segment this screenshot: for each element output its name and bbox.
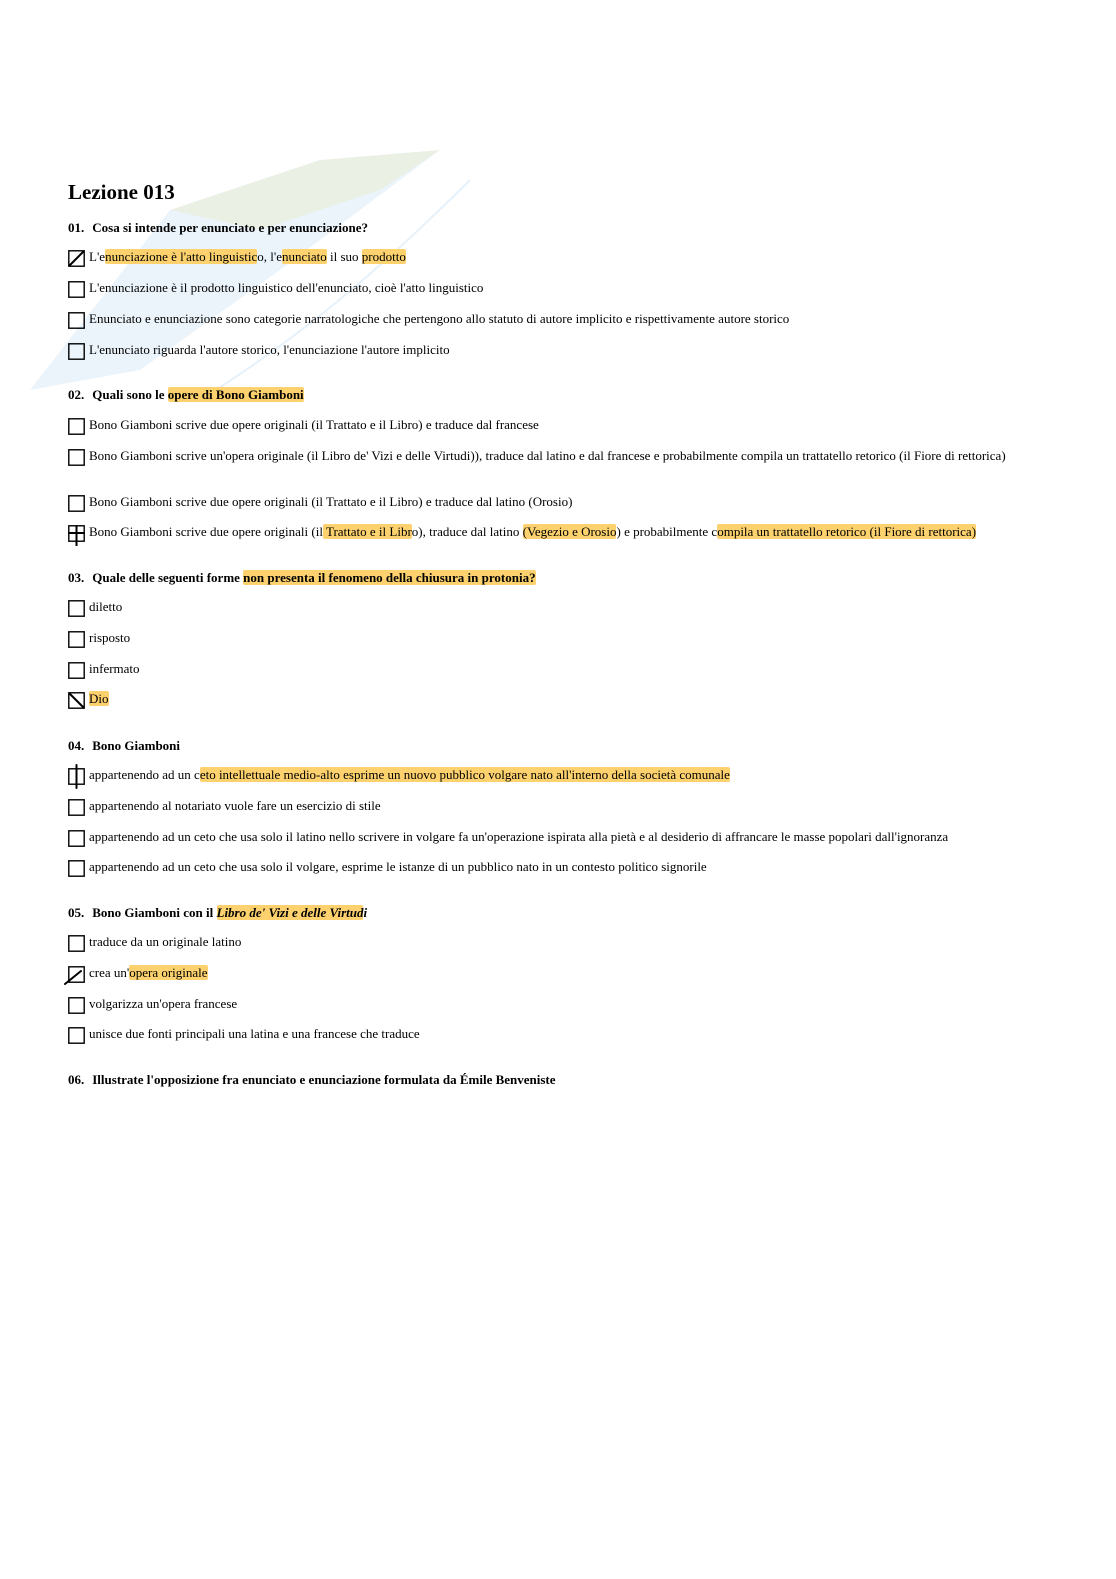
answer-option[interactable]	[68, 1026, 1043, 1042]
page-title: Lezione 013	[68, 180, 175, 204]
answer-option[interactable]	[68, 767, 1043, 783]
answer-option-text	[68, 448, 1043, 464]
text-segment: L'enunciazione è il prodotto linguistico dell'enunciato, cioè l'atto linguistico	[89, 280, 484, 295]
answer-option-text	[68, 280, 1043, 296]
highlighted-text: opera originale	[129, 965, 208, 980]
question-number: 03.	[68, 570, 85, 585]
answer-option-text	[68, 630, 1043, 646]
answer-option[interactable]	[68, 280, 1043, 296]
answer-option[interactable]	[68, 494, 1043, 510]
text-segment: o), traduce dal latino	[411, 524, 523, 539]
answer-option-text	[68, 965, 1043, 981]
answer-option-text	[68, 1026, 1043, 1042]
question-text	[92, 1072, 555, 1087]
checked-checkbox-icon[interactable]	[64, 764, 89, 789]
question-number: 04.	[68, 738, 85, 753]
checkbox-icon[interactable]	[64, 993, 89, 1018]
text-segment: appartenendo ad un c	[89, 767, 200, 782]
answer-option[interactable]	[68, 934, 1043, 950]
checked-checkbox-icon[interactable]	[64, 688, 89, 713]
answer-option[interactable]	[68, 691, 1043, 707]
text-segment: Quale delle seguenti forme	[92, 570, 244, 585]
text-segment: appartenendo ad un ceto che usa solo il latino nello scrivere in volgare fa un'operazione ispirata alla pietà e al desiderio di affrancare le masse popolari dall'ignoranza	[89, 829, 949, 844]
text-segment: Illustrate l'opposizione fra enunciato e enunciazione formulata da Émile Benveniste	[92, 1072, 556, 1087]
answer-option-text	[68, 661, 1043, 677]
highlighted-text: opere di Bono Giamboni	[167, 387, 304, 402]
checkbox-icon[interactable]	[64, 277, 89, 302]
text-segment: appartenendo al notariato vuole fare un esercizio di stile	[89, 798, 381, 813]
highlighted-text: (Vegezio e Orosio	[522, 524, 617, 539]
checkbox-icon[interactable]	[64, 596, 89, 621]
highlighted-text: Dio	[89, 691, 109, 706]
answer-option[interactable]	[68, 524, 1043, 540]
answer-option[interactable]	[68, 829, 1043, 845]
text-segment: Bono Giamboni scrive due opere originali (il	[89, 524, 323, 539]
text-segment: Bono Giamboni scrive due opere originali (il Trattato e il Libro) e traduce dal francese	[89, 417, 539, 432]
question-text	[92, 905, 367, 920]
checkbox-icon[interactable]	[64, 414, 89, 439]
question-heading	[68, 905, 367, 921]
text-segment: Quali sono le	[92, 387, 168, 402]
checkbox-icon[interactable]	[64, 795, 89, 820]
checked-checkbox-icon[interactable]	[64, 246, 89, 271]
text-segment: appartenendo ad un ceto che usa solo il volgare, esprime le istanze di un pubblico nato in un contesto politico signorile	[89, 859, 707, 874]
checkbox-icon[interactable]	[64, 826, 89, 851]
answer-option[interactable]	[68, 661, 1043, 677]
highlighted-text: Trattato e il Libr	[322, 524, 412, 539]
answer-option-text	[68, 798, 1043, 814]
question-text	[92, 570, 535, 585]
checkbox-icon[interactable]	[64, 1023, 89, 1048]
checked-checkbox-icon[interactable]	[64, 962, 89, 987]
answer-option-text	[68, 996, 1043, 1012]
checkbox-icon[interactable]	[64, 856, 89, 881]
checkbox-icon[interactable]	[64, 308, 89, 333]
answer-option[interactable]	[68, 249, 1043, 265]
checkbox-icon[interactable]	[64, 339, 89, 364]
answer-option[interactable]	[68, 342, 1043, 358]
answer-option[interactable]	[68, 798, 1043, 814]
text-segment: il suo	[326, 249, 362, 264]
answer-option-text	[68, 599, 1043, 615]
answer-option[interactable]	[68, 311, 1043, 327]
highlighted-text: non presenta il fenomeno della chiusura in protonia?	[243, 570, 536, 585]
text-segment: L'enunciato riguarda l'autore storico, l'enunciazione l'autore implicito	[89, 342, 450, 357]
answer-option-text	[68, 249, 1043, 265]
text-segment: diletto	[89, 599, 123, 614]
answer-option[interactable]	[68, 599, 1043, 615]
text-segment: i	[363, 905, 368, 920]
answer-option-text	[68, 767, 1043, 783]
answer-option[interactable]	[68, 996, 1043, 1012]
text-segment: ) e probabilmente c	[616, 524, 718, 539]
question-heading	[68, 738, 180, 754]
highlighted-text: nunciato	[281, 249, 327, 264]
question-heading	[68, 220, 368, 236]
text-segment: Enunciato e enunciazione sono categorie narratologiche che pertengono allo statuto di autore implicito e rispettivamente autore storico	[89, 311, 790, 326]
highlighted-text: eto intellettuale medio-alto esprime un nuovo pubblico volgare nato all'interno della società comunale	[199, 767, 730, 782]
highlighted-text: prodotto	[361, 249, 406, 264]
answer-option[interactable]	[68, 965, 1043, 981]
checked-checkbox-icon[interactable]	[64, 521, 89, 546]
text-segment: unisce due fonti principali una latina e una francese che traduce	[89, 1026, 420, 1041]
text-segment: Cosa si intende per enunciato e per enunciazione?	[92, 220, 369, 235]
question-number: 05.	[68, 905, 85, 920]
text-segment: Bono Giamboni con il	[92, 905, 217, 920]
answer-option-text	[68, 691, 1043, 707]
checkbox-icon[interactable]	[64, 491, 89, 516]
answer-option[interactable]	[68, 448, 1043, 464]
highlighted-text: nunciazione è l'atto linguistic	[105, 249, 258, 264]
text-segment: traduce da un originale latino	[89, 934, 242, 949]
checkbox-icon[interactable]	[64, 931, 89, 956]
text-segment: risposto	[89, 630, 131, 645]
text-segment: volgarizza un'opera francese	[89, 996, 238, 1011]
answer-option-text	[68, 494, 1043, 510]
answer-option-text	[68, 934, 1043, 950]
text-segment: infermato	[89, 661, 140, 676]
question-number: 02.	[68, 387, 85, 402]
question-heading	[68, 1072, 556, 1088]
answer-option-text	[68, 342, 1043, 358]
question-number: 01.	[68, 220, 85, 235]
question-text	[92, 738, 180, 753]
text-segment: Bono Giamboni scrive due opere originali (il Trattato e il Libro) e traduce dal latino (Orosio)	[89, 494, 573, 509]
checkbox-icon[interactable]	[64, 658, 89, 683]
question-number: 06.	[68, 1072, 85, 1087]
answer-option[interactable]	[68, 859, 1043, 875]
question-text	[92, 387, 303, 402]
answer-option-text	[68, 859, 1043, 875]
answer-option[interactable]	[68, 630, 1043, 646]
text-segment: o, l'e	[257, 249, 282, 264]
highlighted-text: ompila un trattatello retorico (il Fiore di rettorica)	[717, 524, 977, 539]
text-segment: Bono Giamboni	[92, 738, 181, 753]
answer-option-text	[68, 311, 1043, 327]
question-text	[92, 220, 368, 235]
question-heading	[68, 570, 536, 586]
highlighted-text: Libro de' Vizi e delle Virtud	[216, 905, 364, 920]
answer-option-text	[68, 417, 1043, 433]
answer-option-text	[68, 524, 1043, 540]
text-segment: Bono Giamboni scrive un'opera originale (il Libro de' Vizi e delle Virtudi)), traduce dal latino e dal francese e probabilmente compila un trattatello retorico (il Fiore di rettorica)	[89, 448, 1006, 463]
text-segment: crea un'	[89, 965, 130, 980]
question-heading	[68, 387, 304, 403]
answer-option-text	[68, 829, 1043, 845]
checkbox-icon[interactable]	[64, 627, 89, 652]
text-segment: L'e	[89, 249, 106, 264]
answer-option[interactable]	[68, 417, 1043, 433]
checkbox-icon[interactable]	[64, 445, 89, 470]
